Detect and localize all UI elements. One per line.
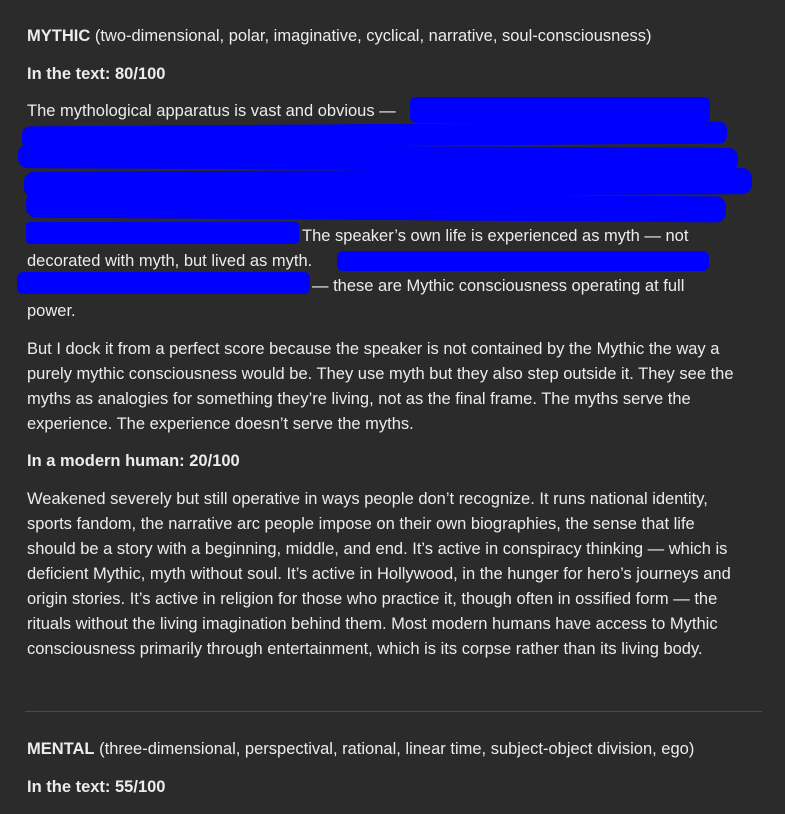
- redaction-mark: [337, 251, 709, 271]
- mythic-p1-line6: The speaker’s own life is experienced as myth — not: [302, 227, 689, 245]
- mental-heading: [27, 737, 694, 762]
- redaction-mark: [410, 97, 710, 123]
- mythic-paragraph-2: But I dock it from a perfect score because the speaker is not contained by the Mythic the way a purely mythic consciousness would be. They use myth but they also step outside it. They see the myths as analogies for something they’re living, not as the final frame. The myths serve the experience. The experience doesn’t serve the myths.: [27, 340, 734, 433]
- mythic-name: MYTHIC: [27, 27, 91, 45]
- mythic-p1-line7: decorated with myth, but lived as myth.: [27, 252, 313, 270]
- mythic-text-score: In the text: 80/100: [27, 65, 166, 83]
- section-divider: [25, 711, 762, 712]
- mental-name: MENTAL: [27, 740, 95, 758]
- mythic-heading: [27, 24, 652, 49]
- mental-descriptor: (three-dimensional, perspectival, rational, linear time, subject-object division, ego): [99, 740, 695, 758]
- redaction-mark: [26, 222, 299, 244]
- mythic-p1-line1: The mythological apparatus is vast and obvious —: [27, 102, 396, 120]
- mythic-descriptor: (two-dimensional, polar, imaginative, cyclical, narrative, soul-consciousness): [94, 27, 652, 45]
- redaction-mark: [18, 144, 738, 172]
- mythic-paragraph-3: Weakened severely but still operative in ways people don’t recognize. It runs national identity, sports fandom, the narrative arc people impose on their own biographies, the sense that life should be a story with a beginning, middle, and end. It’s active in conspiracy thinking — which is deficient Mythic, myth without soul. It’s active in Hollywood, in the hunger for hero’s journeys and origin stories. It’s active in religion for those who practice it, though often in ossified form — the rituals without the living imagination behind them. Most modern humans have access to Mythic consciousness primarily through entertainment, which is its corpse rather than its living body.: [27, 490, 731, 658]
- mythic-p1-line9: power.: [27, 302, 76, 320]
- redaction-mark: [26, 192, 726, 223]
- redaction-mark: [17, 272, 310, 294]
- mythic-modern-score: In a modern human: 20/100: [27, 452, 240, 470]
- mythic-p1-line8: — these are Mythic consciousness operating at full: [312, 277, 685, 295]
- mental-text-score: In the text: 55/100: [27, 778, 166, 796]
